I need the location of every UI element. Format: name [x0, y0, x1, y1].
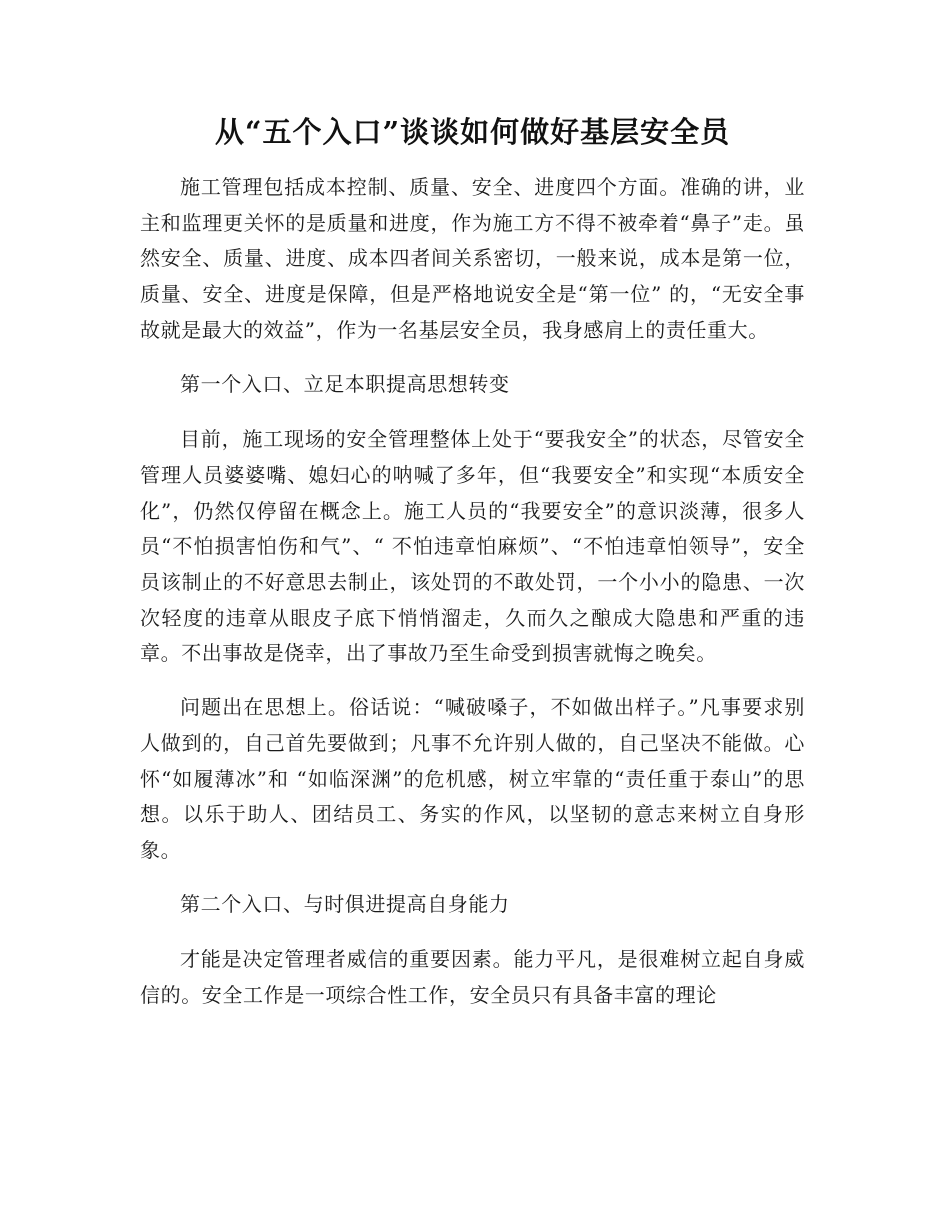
intro-paragraph: 施工管理包括成本控制、质量、安全、进度四个方面。准确的讲，业主和监理更关怀的是质量和进度，作为施工方不得不被牵着“鼻子”走。虽然安全、质量、进度、成本四者间关系密切，一般来说，成本是第一位，质量、安全、进度是保障，但是严格地说安全是“第一位” 的，“无安全事故就是最大的效益”，作为一名基层安全员，我身感肩上的责任重大。: [140, 175, 805, 342]
section-2-paragraph-1: 才能是决定管理者威信的重要因素。能力平凡，是很难树立起自身威信的。安全工作是一项综合性工作，安全员只有具备丰富的理论: [140, 947, 805, 1008]
document-title: 从“五个入口”谈谈如何做好基层安全员: [214, 115, 731, 149]
section-1-paragraph-2: 问题出在思想上。俗话说：“喊破嗓子，不如做出样子。”凡事要求别人做到的，自己首先要做到；凡事不允许别人做的，自己坚决不能做。心怀“如履薄冰”和 “如临深渊”的危机感，树立牢靠的“责任重于泰山”的思想。以乐于助人、团结员工、务实的作风，以坚韧的意志来树立自身形象。: [140, 695, 805, 862]
section-heading-1: 第一个入口、立足本职提高思想转变: [180, 371, 510, 396]
document-body: [140, 112, 805, 1014]
section-heading-2: 第二个入口、与时俱进提高自身能力: [180, 891, 510, 916]
section-1-paragraph-1: 目前，施工现场的安全管理整体上处于“要我安全”的状态，尽管安全管理人员婆婆嘴、媳妇心的呐喊了多年，但“我要安全”和实现“本质安全化”，仍然仅停留在概念上。施工人员的“我要安全”的意识淡薄，很多人员“不怕损害怕伤和气”、“ 不怕违章怕麻烦”、“不怕违章怕领导”，安全员该制止的不好意思去制止，该处罚的不敢处罚，一个小小的隐患、一次次轻度的违章从眼皮子底下悄悄溜走，久而久之酿成大隐患和严重的违章。不出事故是侥幸，出了事故乃至生命受到损害就悔之晚矣。: [140, 427, 805, 666]
